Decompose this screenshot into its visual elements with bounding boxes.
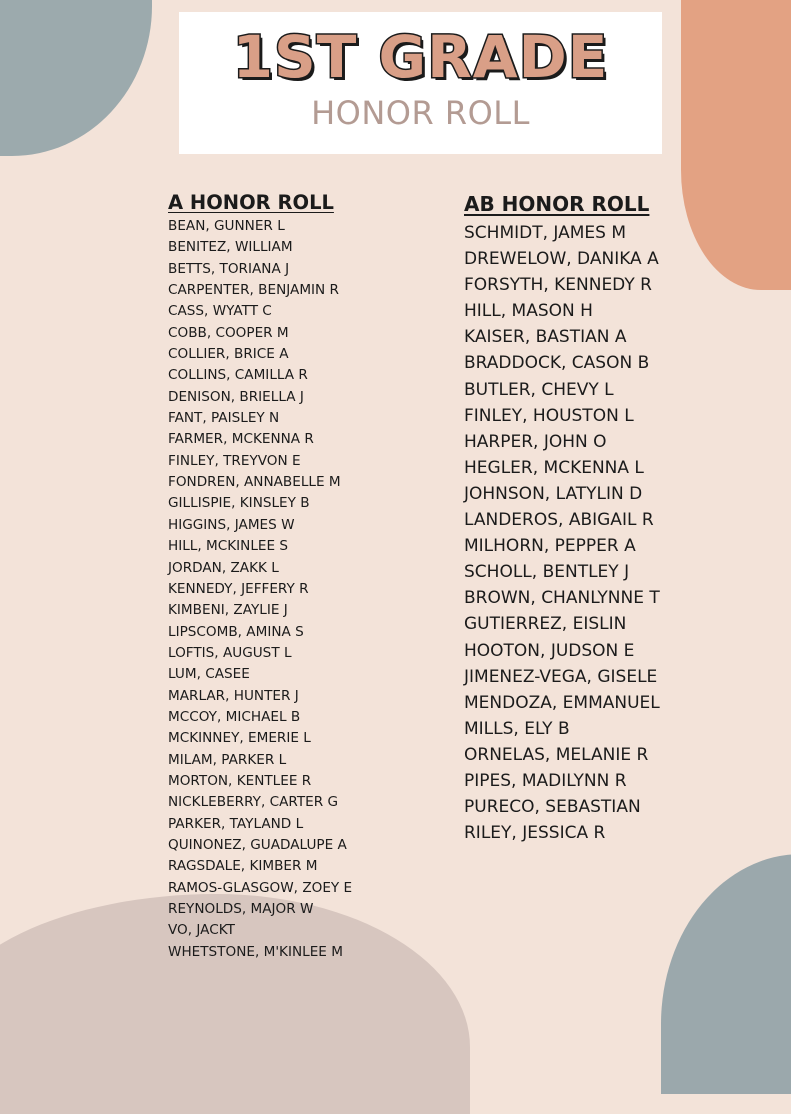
student-name: MORTON, KENTLEE R: [168, 772, 312, 789]
student-name: LANDEROS, ABIGAIL R: [464, 510, 654, 531]
ab-honor-roll-section: [464, 190, 660, 846]
student-name: BUTLER, CHEVY L: [464, 379, 614, 400]
student-name: GILLISPIE, KINSLEY B: [168, 495, 310, 512]
a-honor-roll-heading: A HONOR ROLL: [168, 191, 334, 214]
student-name: GUTIERREZ, EISLIN: [464, 614, 627, 635]
student-name: DREWELOW, DANIKA A: [464, 249, 659, 270]
student-name: COLLINS, CAMILLA R: [168, 367, 308, 384]
student-name: CASS, WYATT C: [168, 303, 272, 320]
decorative-blob-bottom-right: [661, 854, 791, 1094]
student-name: WHETSTONE, M'KINLEE M: [168, 943, 343, 960]
student-name: COBB, COOPER M: [168, 324, 289, 341]
student-name: MILHORN, PEPPER A: [464, 536, 636, 557]
student-name: BEAN, GUNNER L: [168, 218, 285, 234]
student-name: BRADDOCK, CASON B: [464, 353, 650, 374]
student-name: RAGSDALE, KIMBER M: [168, 858, 318, 875]
page-subtitle: HONOR ROLL: [311, 94, 530, 132]
student-name: MILAM, PARKER L: [168, 751, 287, 768]
student-name: RAMOS-GLASGOW, ZOEY E: [168, 879, 353, 896]
student-name: LOFTIS, AUGUST L: [168, 644, 292, 661]
page-title: 1ST GRADE: [232, 23, 609, 91]
student-name: MENDOZA, EMMANUEL: [464, 692, 660, 713]
student-name: KAISER, BASTIAN A: [464, 327, 627, 348]
student-name: VO, JACKT: [168, 922, 235, 939]
student-name: SCHMIDT, JAMES M: [464, 223, 627, 243]
student-name: HILL, MCKINLEE S: [168, 538, 289, 555]
student-name: HARPER, JOHN O: [464, 431, 607, 452]
student-name: JIMENEZ-VEGA, GISELE: [464, 666, 658, 687]
student-name: JOHNSON, LATYLIN D: [464, 483, 643, 504]
student-name: BENITEZ, WILLIAM: [168, 239, 293, 256]
header-card: [179, 12, 662, 154]
student-name: DENISON, BRIELLA J: [168, 388, 304, 405]
student-name: BROWN, CHANLYNNE T: [464, 588, 660, 609]
student-name: QUINONEZ, GUADALUPE A: [168, 836, 347, 853]
student-name: RILEY, JESSICA R: [464, 823, 606, 844]
student-name: HIGGINS, JAMES W: [168, 516, 295, 533]
ab-honor-roll-heading: AB HONOR ROLL: [464, 192, 650, 216]
student-name: BETTS, TORIANA J: [168, 260, 290, 277]
student-name: LIPSCOMB, AMINA S: [168, 623, 304, 640]
student-name: PIPES, MADILYNN R: [464, 770, 627, 791]
student-name: FANT, PAISLEY N: [168, 410, 280, 427]
a-honor-roll-list: [168, 216, 352, 963]
ab-honor-roll-list: [464, 220, 660, 846]
student-name: FINLEY, TREYVON E: [168, 452, 301, 469]
student-name: KENNEDY, JEFFERY R: [168, 580, 309, 597]
student-name: PARKER, TAYLAND L: [168, 815, 304, 832]
student-name: COLLIER, BRICE A: [168, 346, 289, 363]
student-name: JORDAN, ZAKK L: [168, 559, 279, 576]
student-name: MCCOY, MICHAEL B: [168, 708, 301, 725]
a-honor-roll-section: [168, 190, 352, 963]
student-name: LUM, CASEE: [168, 666, 250, 683]
student-name: PURECO, SEBASTIAN: [464, 797, 641, 818]
student-name: HOOTON, JUDSON E: [464, 640, 635, 661]
student-name: SCHOLL, BENTLEY J: [464, 562, 630, 583]
student-name: CARPENTER, BENJAMIN R: [168, 282, 339, 299]
student-name: ORNELAS, MELANIE R: [464, 744, 649, 765]
decorative-blob-top-left: [0, 0, 152, 156]
student-name: HEGLER, MCKENNA L: [464, 457, 644, 478]
student-name: MILLS, ELY B: [464, 718, 570, 739]
student-name: NICKLEBERRY, CARTER G: [168, 794, 339, 811]
student-name: FONDREN, ANNABELLE M: [168, 474, 341, 491]
student-name: REYNOLDS, MAJOR W: [168, 901, 314, 917]
decorative-blob-top-right: [681, 0, 791, 290]
student-name: HILL, MASON H: [464, 301, 593, 322]
student-name: MCKINNEY, EMERIE L: [168, 730, 311, 747]
student-name: FARMER, MCKENNA R: [168, 431, 314, 448]
student-name: FINLEY, HOUSTON L: [464, 405, 634, 426]
student-name: KIMBENI, ZAYLIE J: [168, 602, 288, 619]
student-name: FORSYTH, KENNEDY R: [464, 275, 652, 296]
student-name: MARLAR, HUNTER J: [168, 687, 299, 704]
